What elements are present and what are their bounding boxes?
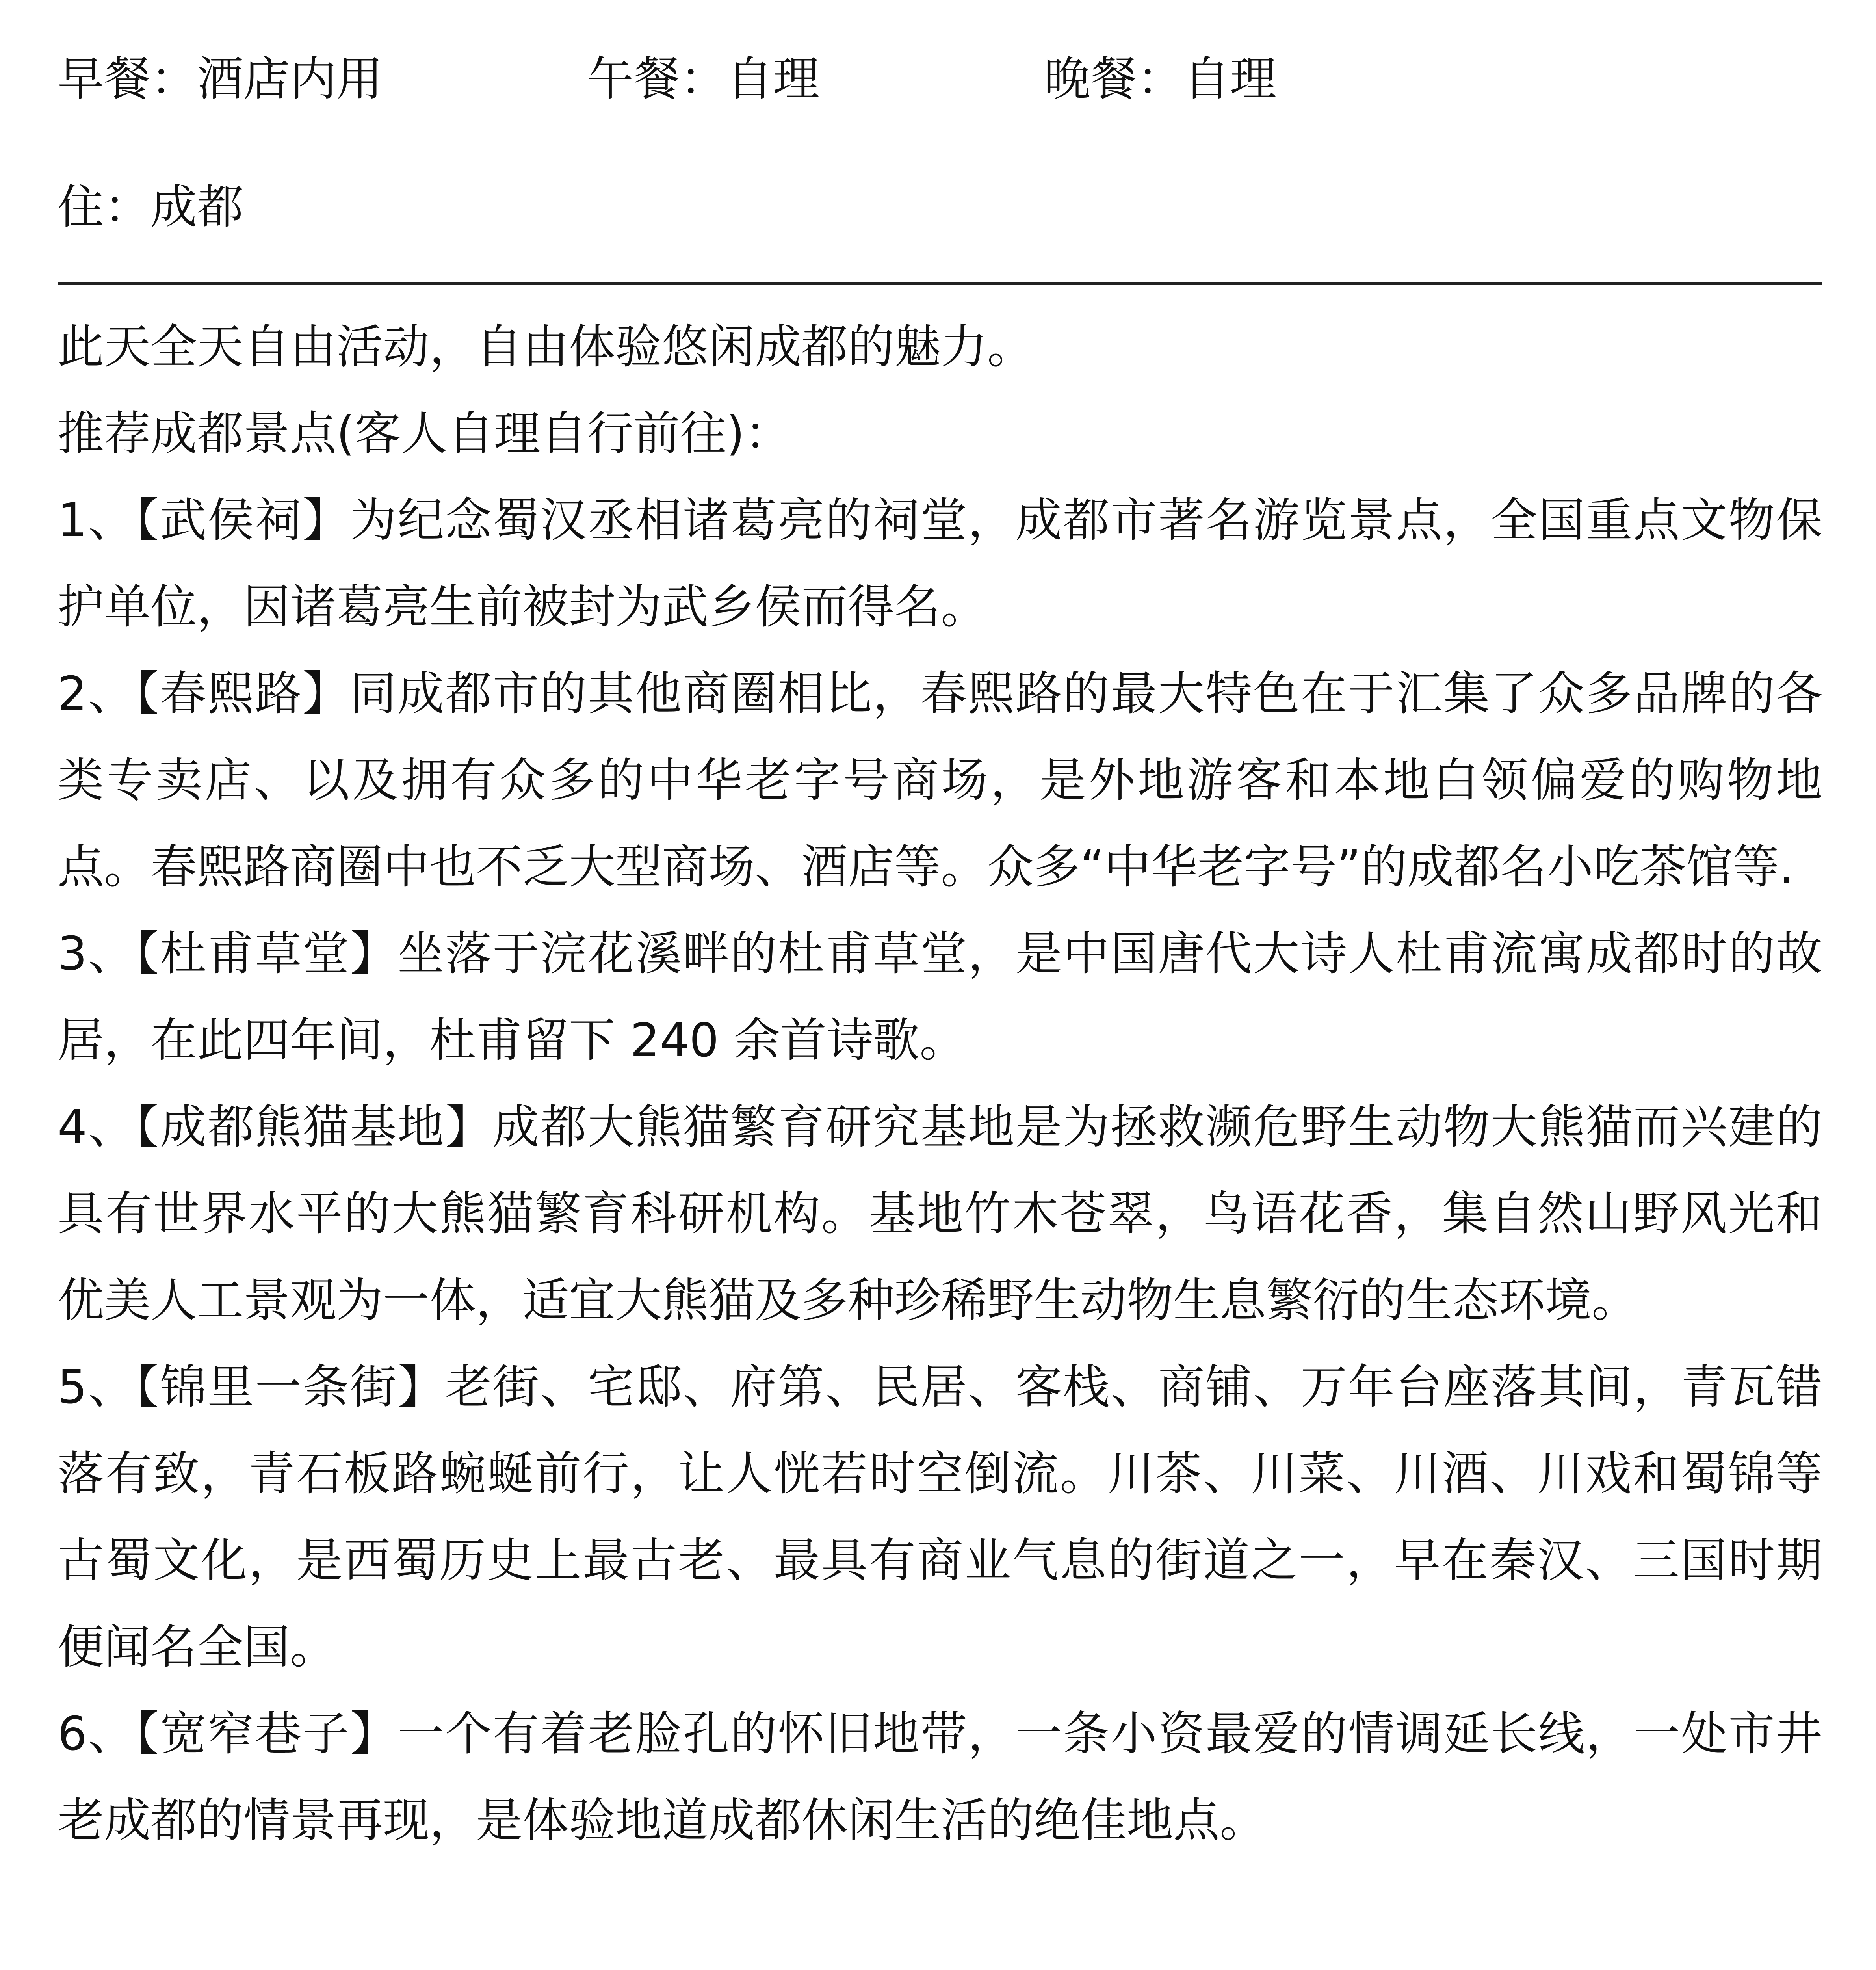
- attraction-item: 1、【武侯祠】为纪念蜀汉丞相诸葛亮的祠堂，成都市著名游览景点，全国重点文物保护单位，因诸葛亮生前被封为武乡侯而得名。: [58, 493, 1822, 634]
- attraction-item: 6、【宽窄巷子】一个有着老脸孔的怀旧地带，一条小资最爱的情调延长线，一处市井老成都的情景再现，是体验地道成都休闲生活的绝佳地点。: [58, 1706, 1822, 1847]
- attraction-item: 4、【成都熊猫基地】成都大熊猫繁育研究基地是为拯救濒危野生动物大熊猫而兴建的具有世界水平的大熊猫繁育科研机构。基地竹木苍翠，鸟语花香，集自然山野风光和优美人工景观为一体，适宜大熊猫及多种珍稀野生动物生息繁衍的生态环境。: [58, 1100, 1822, 1327]
- day5-body: [58, 303, 1822, 1864]
- day5-lunch: 午餐：自理: [587, 52, 820, 106]
- attraction-item: 2、【春熙路】同成都市的其他商圈相比，春熙路的最大特色在于汇集了众多品牌的各类专卖店、以及拥有众多的中华老字号商场，是外地游客和本地白领偏爱的购物地点。春熙路商圈中也不乏大型商场、酒店等。众多“中华老字号”的成都名小吃茶馆等.: [58, 666, 1822, 894]
- day5-meals: [58, 52, 1822, 106]
- day5-dinner: 晚餐：自理: [1044, 52, 1277, 106]
- day5-lodging: 住：成都: [58, 180, 244, 234]
- day5-intro: 此天全天自由活动，自由体验悠闲成都的魅力。: [58, 320, 1034, 374]
- recommend-heading: 推荐成都景点(客人自理自行前往)：: [58, 406, 791, 461]
- attraction-item: 3、【杜甫草堂】坐落于浣花溪畔的杜甫草堂，是中国唐代大诗人杜甫流寓成都时的故居，在此四年间，杜甫留下 240 余首诗歌。: [58, 926, 1822, 1067]
- attraction-item: 5、【锦里一条街】老街、宅邸、府第、民居、客栈、商铺、万年台座落其间，青瓦错落有致，青石板路蜿蜒前行，让人恍若时空倒流。川茶、川菜、川酒、川戏和蜀锦等古蜀文化，是西蜀历史上最古老、最具有商业气息的街道之一，早在秦汉、三国时期便闻名全国。: [58, 1360, 1822, 1674]
- day5-breakfast: 早餐：酒店内用: [58, 52, 383, 106]
- day5-divider: [58, 282, 1822, 285]
